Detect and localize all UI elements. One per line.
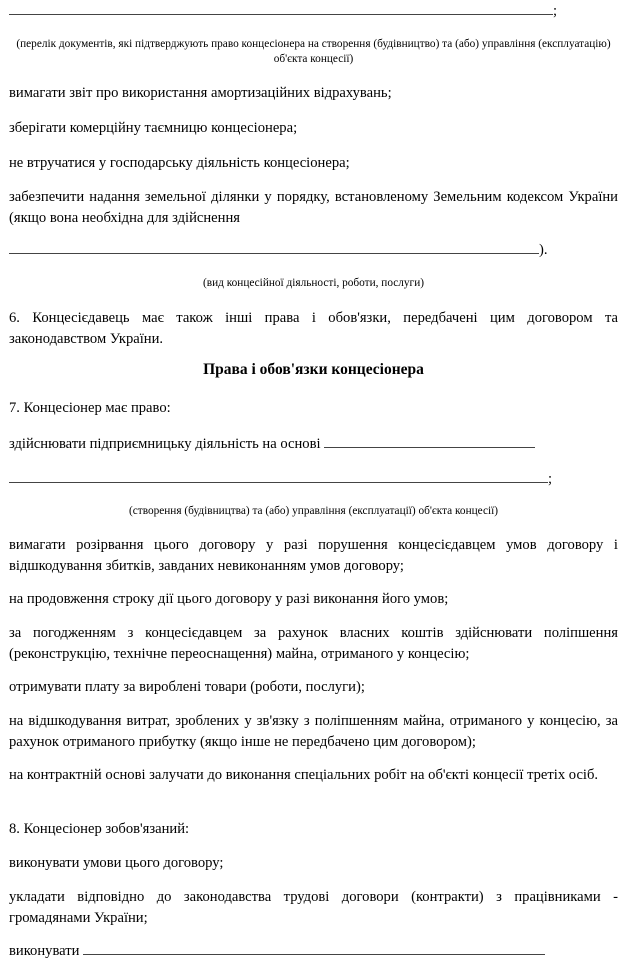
clause-7-item: отримувати плату за вироблені товари (роботи, послуги); xyxy=(9,679,365,695)
blank-line-activity xyxy=(9,239,618,261)
clause-8-item: укладати відповідно до законодавства трудові договори (контракти) з працівниками - громадянами України; xyxy=(9,889,618,926)
clause-8-item-last xyxy=(9,940,618,962)
clause-text: виконувати xyxy=(9,943,80,959)
grantor-duty: зберігати комерційну таємницю концесіонера; xyxy=(9,120,298,136)
clause-7-item: на контрактній основі залучати до виконання спеціальних робіт на об'єкті концесії третіх осіб. xyxy=(9,767,599,783)
note-construction: (створення (будівництва) та (або) управління (експлуатації) об'єкта концесії) xyxy=(128,505,499,517)
grantor-duty: не втручатися у господарську діяльність концесіонера; xyxy=(9,155,350,171)
clause-7-item: за погодженням з концесієдавцем за рахунок власних коштів здійснювати поліпшення (реконструкцію, технічне переоснащення) майна, отриманого у концесію; xyxy=(9,625,618,662)
clause-6: 6. Концесієдавець має також інші права і обов'язки, передбачені цим договором та законодавством України. xyxy=(9,310,618,347)
grantor-duty: забезпечити надання земельної ділянки у порядку, встановленому Земельним кодексом України (якщо вона необхідна для здійснення xyxy=(9,189,618,226)
clause-8-title: 8. Концесіонер зобов'язаний: xyxy=(9,821,190,837)
note-documents: (перелік документів, які підтверджують право концесіонера на створення (будівництво) та (або) управління (експлуатацію) об'єкта концесії) xyxy=(16,38,611,65)
clause-7-item: на продовження строку дії цього договору у разі виконання його умов; xyxy=(9,591,449,607)
fill-in-blank[interactable] xyxy=(83,940,545,955)
note-activity: (вид концесійної діяльності, роботи, послуги) xyxy=(203,277,424,289)
clause-7-item: вимагати розірвання цього договору у разі порушення концесієдавцем умов договору і відшкодування збитків, завданих невиконанням умов договору; xyxy=(9,537,618,574)
clause-text: здійснювати підприємницьку діяльність на основі xyxy=(9,436,321,452)
fill-in-blank[interactable] xyxy=(324,433,535,448)
blank-line-construction xyxy=(9,468,618,490)
clause-7-first xyxy=(9,433,618,455)
fill-in-blank[interactable] xyxy=(9,0,553,15)
fill-in-blank[interactable] xyxy=(9,468,548,483)
clause-7-item: на відшкодування витрат, зроблених у зв'язку з поліпшенням майна, отриманого у концесію, за рахунок отриманого прибутку (якщо інше не передбачено цим договором); xyxy=(9,713,618,750)
punctuation: ; xyxy=(548,471,553,487)
section-heading: Права і обов'язки концесіонера xyxy=(203,361,424,378)
clause-8-item: виконувати умови цього договору; xyxy=(9,855,224,871)
punctuation: ). xyxy=(539,242,548,258)
clause-7-title: 7. Концесіонер має право: xyxy=(9,400,171,416)
grantor-duty: вимагати звіт про використання амортизаційних відрахувань; xyxy=(9,85,392,101)
fill-in-blank[interactable] xyxy=(9,239,539,254)
punctuation: ; xyxy=(553,3,558,19)
blank-line-documents xyxy=(9,0,618,22)
